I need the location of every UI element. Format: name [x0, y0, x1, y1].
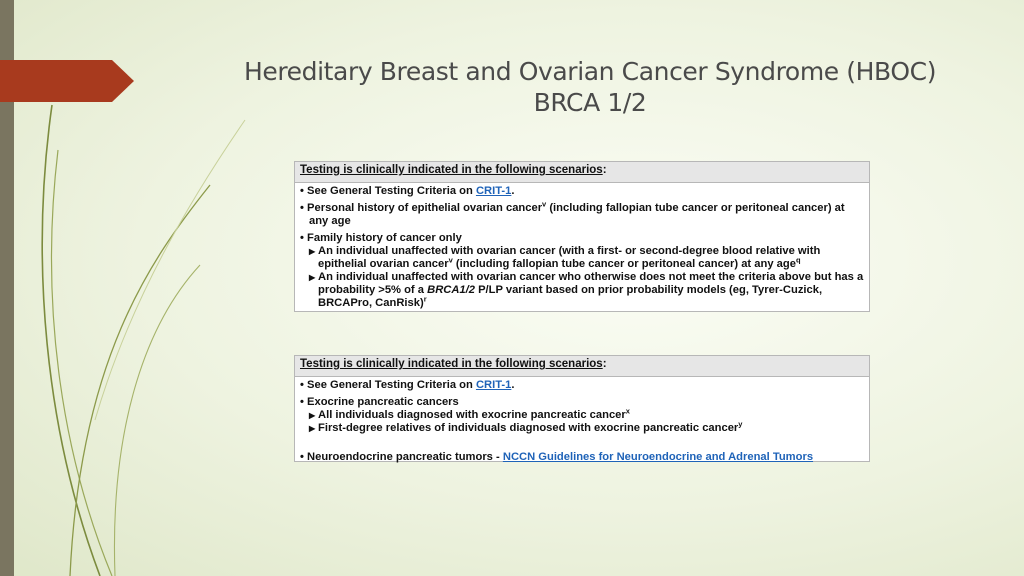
sub-item-text: An individual unaffected with ovarian cancer who otherwise does not meet the criteria above but has a probability >5% of a	[318, 271, 864, 296]
slide-title	[230, 56, 950, 118]
list-item	[300, 396, 864, 435]
title-line-1: Hereditary Breast and Ovarian Cancer Syndrome (HBOC)	[243, 57, 937, 86]
footnote-ref: y	[738, 419, 743, 429]
card-body	[295, 183, 869, 316]
sub-item	[300, 271, 864, 310]
item-text-suffix: .	[511, 185, 515, 197]
triangle-right-icon: ▶	[309, 424, 316, 433]
sub-item	[300, 406, 864, 422]
list-item	[300, 451, 864, 464]
card-header-text: Testing is clinically indicated in the following scenarios	[300, 358, 603, 370]
card-header	[295, 162, 869, 183]
item-text: • Personal history of epithelial ovarian cancer	[300, 202, 543, 214]
title-accent-arrow	[0, 60, 134, 102]
sub-item-text: All individuals diagnosed with exocrine pancreatic cancer	[318, 409, 626, 421]
footnote-ref: x	[625, 406, 630, 416]
nccn-neuroendocrine-link[interactable]: NCCN Guidelines for Neuroendocrine and Adrenal Tumors	[502, 451, 814, 463]
item-text: • See General Testing Criteria on	[300, 185, 476, 197]
triangle-right-icon: ▶	[309, 411, 316, 420]
gene-name: BRCA1/2	[427, 284, 475, 296]
title-line-2: BRCA 1/2	[533, 88, 647, 117]
item-text: • Exocrine pancreatic cancers	[300, 396, 459, 408]
card-header	[295, 356, 869, 377]
crit-1-link[interactable]: CRIT-1	[475, 379, 512, 391]
footnote-ref: v	[448, 255, 453, 265]
card-header-colon: :	[602, 164, 607, 176]
list-item	[300, 185, 864, 198]
sub-item	[300, 245, 864, 271]
footnote-ref: q	[795, 255, 801, 265]
sub-item-text: First-degree relatives of individuals diagnosed with exocrine pancreatic cancer	[318, 422, 739, 434]
sub-item	[300, 419, 864, 435]
card-body	[295, 377, 869, 470]
spacer	[300, 439, 864, 451]
triangle-right-icon: ▶	[309, 247, 316, 256]
sub-item-text-rest: P/LP variant based on prior probability models (eg, Tyrer-Cuzick, BRCAPro, CanRisk)	[318, 284, 823, 309]
item-text-rest: (including fallopian tube cancer or peritoneal cancer) at any age	[309, 202, 845, 227]
item-text: • See General Testing Criteria on	[300, 379, 476, 391]
sub-item-text-rest: (including fallopian tube cancer or peritoneal cancer) at any age	[452, 258, 796, 270]
footnote-ref: v	[542, 199, 547, 209]
triangle-right-icon: ▶	[309, 273, 316, 282]
card-header-colon: :	[602, 358, 607, 370]
list-item	[300, 232, 864, 310]
item-text: • Neuroendocrine pancreatic tumors -	[300, 451, 503, 463]
card-header-text: Testing is clinically indicated in the following scenarios	[300, 164, 603, 176]
list-item	[300, 199, 864, 228]
item-text: • Family history of cancer only	[300, 232, 462, 244]
footnote-ref: r	[423, 294, 427, 304]
crit-1-link[interactable]: CRIT-1	[475, 185, 512, 197]
item-text-suffix: .	[511, 379, 515, 391]
list-item	[300, 379, 864, 392]
sub-item-text: An individual unaffected with ovarian cancer (with a first- or second-degree blood relative with epithelial ovarian cancer	[318, 245, 821, 270]
testing-criteria-pancreatic-card	[294, 355, 870, 462]
testing-criteria-ovarian-card	[294, 161, 870, 312]
